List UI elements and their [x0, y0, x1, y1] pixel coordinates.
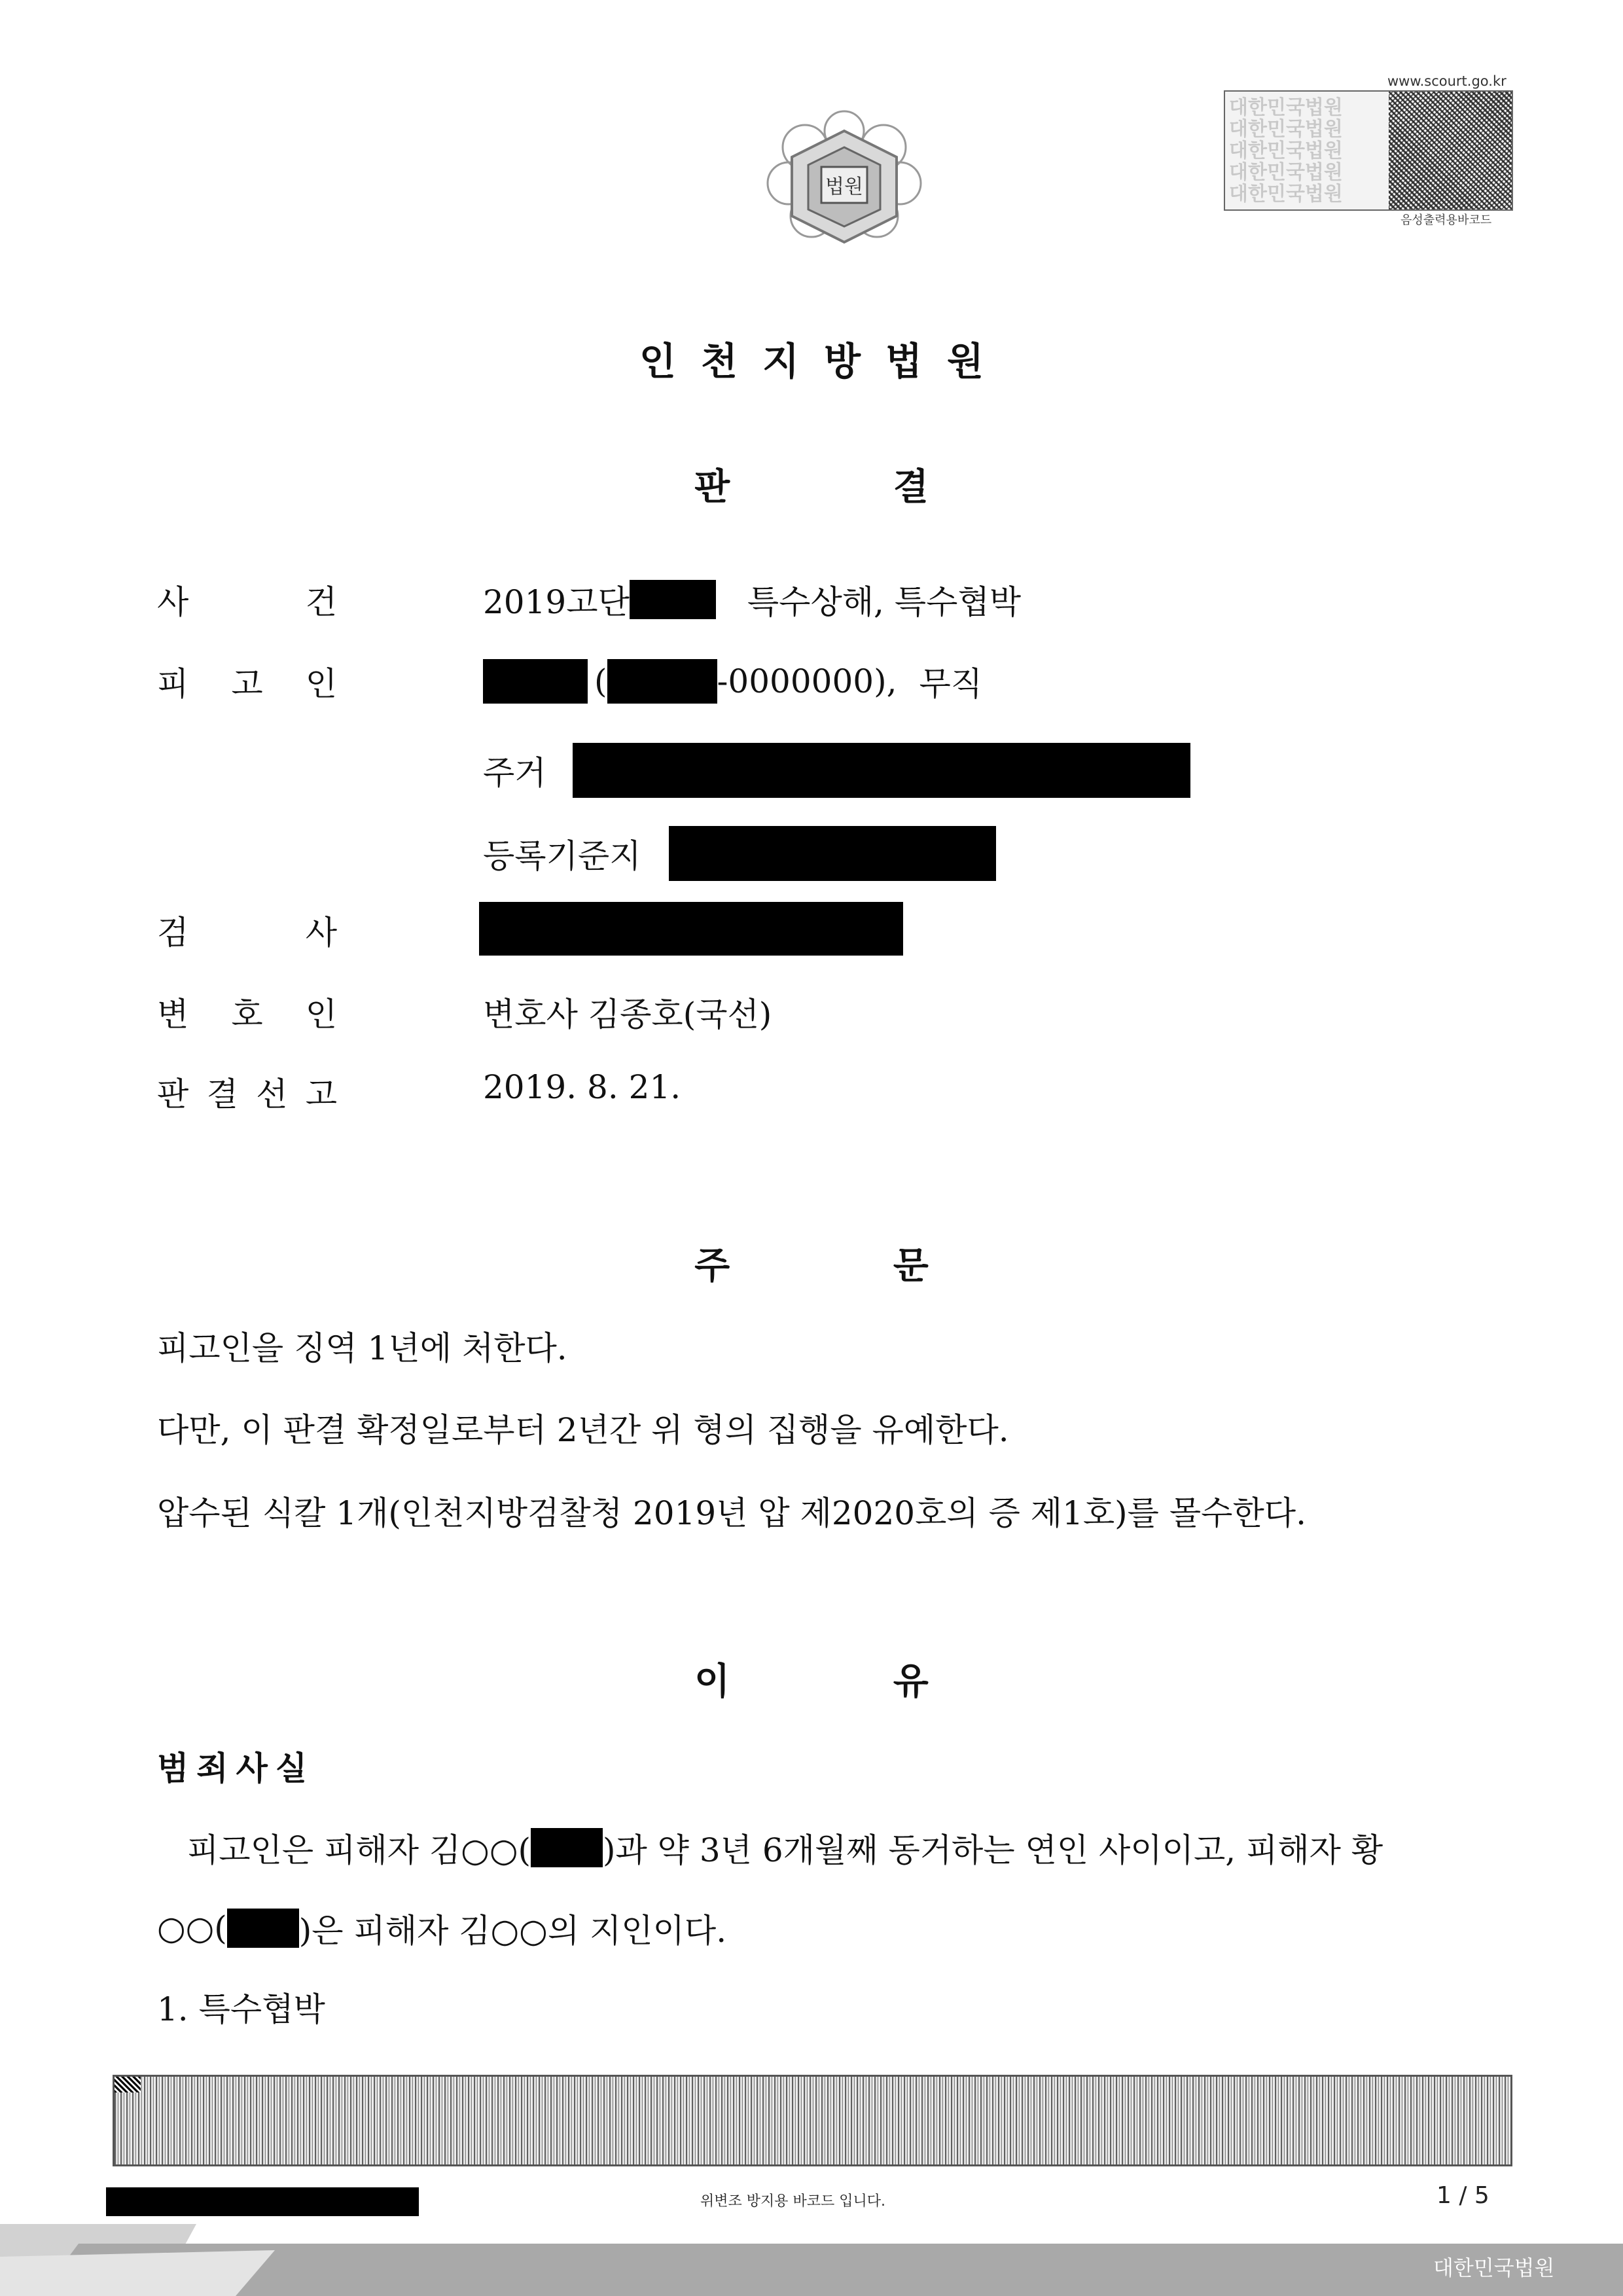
residence-row — [483, 743, 1190, 798]
case-label: 사 건 — [157, 583, 337, 621]
watermark-line: 대한민국법원 — [1229, 118, 1343, 141]
barcode-note: 위변조 방지용 바코드 입니다. — [700, 2193, 885, 2210]
redacted-victim-2 — [227, 1909, 299, 1948]
redacted-defendant-name — [483, 659, 588, 704]
document-title: 판 결 — [694, 466, 929, 509]
watermark-line: 대한민국법원 — [1229, 183, 1343, 206]
paragraph-text: )과 약 3년 6개월째 동거하는 연인 사이이고, 피해자 황 — [602, 1831, 1383, 1869]
paragraph-text: )은 피해자 김○○의 지인이다. — [298, 1912, 727, 1950]
section-title: 범죄사실 — [157, 1749, 315, 1787]
case-value — [483, 576, 1021, 623]
voice-output-barcode — [1224, 90, 1513, 211]
order-line: 피고인을 징역 1년에 처한다. — [157, 1329, 567, 1367]
reasons-paragraph-line — [157, 1905, 726, 1952]
order-heading: 주 문 — [694, 1245, 929, 1287]
paragraph-text: ○○( — [157, 1909, 227, 1947]
defendant-label: 피 고 인 — [157, 665, 337, 703]
redacted-birthdate — [607, 659, 717, 704]
court-seal-emblem — [733, 85, 955, 275]
footer-brand: 대한민국법원 — [1433, 2255, 1555, 2280]
registry-row — [483, 826, 996, 881]
counsel-label: 변 호 인 — [157, 996, 337, 1033]
defendant-id-suffix: -0000000), — [717, 662, 897, 700]
anti-forgery-barcode — [113, 2075, 1512, 2166]
defendant-value — [483, 658, 982, 705]
prosecutor-value — [479, 902, 903, 956]
defendant-occupation: 무직 — [919, 665, 983, 703]
order-line: 다만, 이 판결 확정일로부터 2년간 위 형의 집행을 유예한다. — [157, 1411, 1009, 1449]
watermark-line: 대한민국법원 — [1229, 139, 1343, 162]
court-name: 인천지방법원 — [639, 339, 1009, 384]
residence-label: 주거 — [483, 754, 546, 792]
page-number: 1 / 5 — [1436, 2182, 1489, 2209]
seal-text: 법원 — [825, 175, 863, 198]
prosecutor-label: 검 사 — [157, 914, 337, 952]
counsel-value: 변호사 김종호(국선) — [483, 996, 772, 1033]
open-paren: ( — [594, 662, 607, 700]
barcode-caption: 음성출력용바코드 — [1400, 213, 1492, 227]
order-line: 압수된 식칼 1개(인천지방검찰청 2019년 압 제2020호의 증 제1호)를 몰수한다. — [157, 1494, 1306, 1532]
watermark-line: 대한민국법원 — [1229, 161, 1343, 184]
redacted-residence — [573, 743, 1190, 798]
reasons-heading: 이 유 — [694, 1660, 929, 1703]
redacted-footer — [106, 2187, 419, 2216]
reasons-paragraph-line — [187, 1824, 1383, 1871]
case-number-prefix: 2019고단 — [483, 583, 630, 621]
crime-item-1: 1. 특수협박 — [157, 1990, 325, 2028]
watermark-line: 대한민국법원 — [1229, 96, 1343, 119]
redacted-prosecutor — [479, 902, 903, 956]
court-url: www.scourt.go.kr — [1387, 73, 1507, 89]
footer-band — [0, 2217, 1623, 2296]
sentence-date-value: 2019. 8. 21. — [483, 1068, 681, 1106]
paragraph-text: 피고인은 피해자 김○○( — [187, 1831, 531, 1869]
redacted-registry — [669, 826, 996, 881]
registry-label: 등록기준지 — [483, 837, 641, 875]
sentence-date-label: 판 결 선 고 — [157, 1075, 337, 1113]
redacted-victim-1 — [531, 1828, 603, 1867]
redacted-case-number — [630, 580, 716, 619]
case-charge: 특수상해, 특수협박 — [747, 583, 1022, 621]
